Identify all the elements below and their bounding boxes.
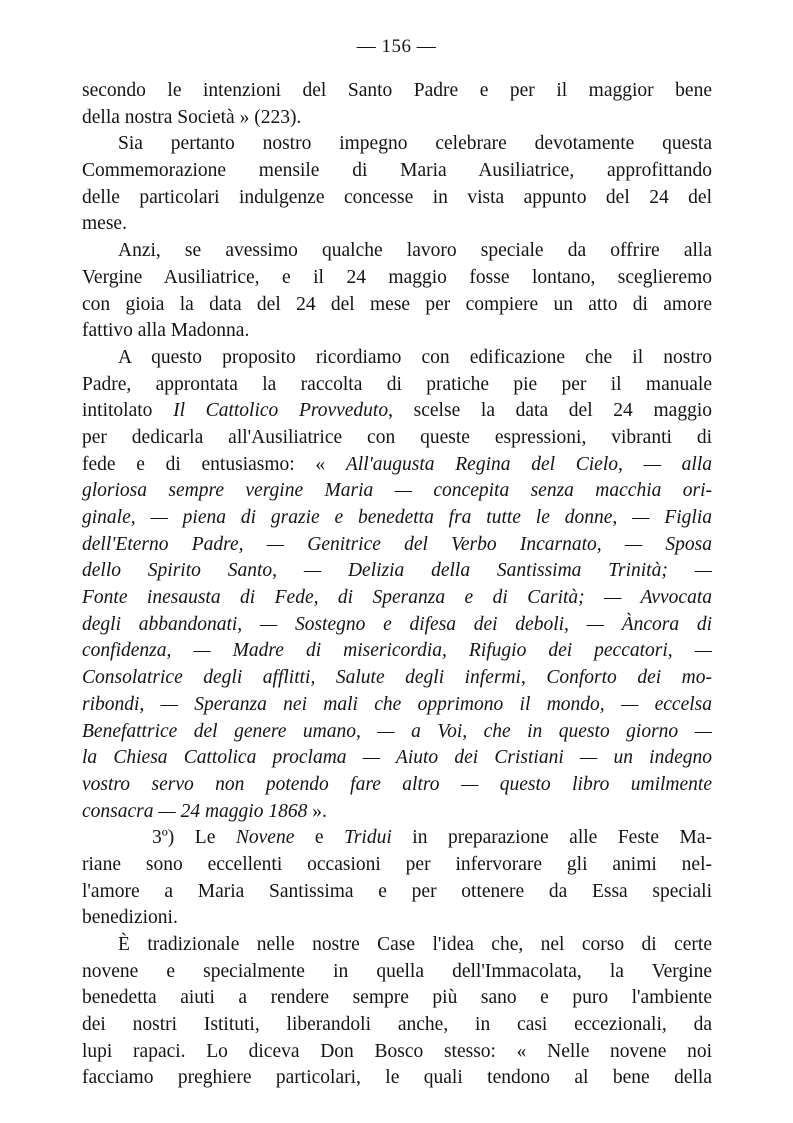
emphasis-tridui: Tridui xyxy=(344,827,392,849)
text-span: intitolato xyxy=(82,400,174,422)
dedication-text: consacra — 24 maggio 1868 xyxy=(82,800,308,822)
text-line: facciamo preghiere particolari, le quali tendono al bene della xyxy=(82,1067,712,1089)
text-line: Commemorazione mensile di Maria Ausiliatrice, approfittando xyxy=(82,160,712,182)
text-line: l'amore a Maria Santissima e per ottenere da Essa speciali xyxy=(82,880,712,902)
dedication-line: degli abbandonati, — Sostegno e difesa dei deboli, — Àncora di xyxy=(82,613,712,635)
dedication-line: Benefattrice del genere umano, — a Voi, che in questo giorno — xyxy=(82,720,712,742)
dedication-line: la Chiesa Cattolica proclama — Aiuto dei Cristiani — un indegno xyxy=(82,747,712,769)
dedication-line: Fonte inesausta di Fede, di Speranza e di Carità; — Avvocata xyxy=(82,587,712,609)
dedication-line: ribondi, — Speranza nei mali che opprimono il mondo, — eccelsa xyxy=(82,693,712,715)
text-line: della nostra Società » (223). xyxy=(82,106,302,128)
text-line: benedetta aiuti a rendere sempre più sano e puro l'ambiente xyxy=(82,987,712,1009)
text-line: per dedicarla all'Ausiliatrice con queste espressioni, vibranti di xyxy=(82,426,712,448)
text-line: benedizioni. xyxy=(82,907,178,929)
dedication-line: gloriosa sempre vergine Maria — concepita senza macchia ori- xyxy=(82,480,712,502)
text-line: con gioia la data del 24 del mese per compiere un atto di amore xyxy=(82,293,712,315)
dedication-line: ginale, — piena di grazie e benedetta fra tutte le donne, — Figlia xyxy=(82,507,712,528)
text-line: A questo proposito ricordiamo con edificazione che il nostro xyxy=(118,346,712,368)
text-line xyxy=(82,825,712,852)
text-line xyxy=(82,452,712,479)
text-line: Anzi, se avessimo qualche lavoro speciale da offrire alla xyxy=(118,240,712,262)
text-line: È tradizionale nelle nostre Case l'idea che, nel corso di certe xyxy=(118,934,712,955)
text-line: Sia pertanto nostro impegno celebrare devotamente questa xyxy=(118,133,712,155)
text-span: 3º) Le xyxy=(152,827,236,849)
dedication-text: All'augusta Regina del Cielo, — alla xyxy=(345,453,712,475)
text-line xyxy=(82,799,712,826)
text-span: , scelse la data del 24 maggio xyxy=(388,400,712,422)
book-title: Il Cattolico Provveduto xyxy=(173,400,389,422)
text-span: in preparazione alle Feste Ma- xyxy=(391,827,712,849)
text-line: Vergine Ausiliatrice, e il 24 maggio fosse lontano, sceglieremo xyxy=(82,266,712,288)
text-line: Padre, approntata la raccolta di pratiche pie per il manuale xyxy=(82,373,712,395)
emphasis-novene: Novene xyxy=(235,827,295,849)
text-line: novene e specialmente in quella dell'Immacolata, la Vergine xyxy=(82,960,712,982)
text-line: mese. xyxy=(82,213,127,235)
text-line xyxy=(82,398,712,425)
text-line: secondo le intenzioni del Santo Padre e per il maggior bene xyxy=(82,80,712,101)
text-line: lupi rapaci. Lo diceva Don Bosco stesso: « Nelle novene noi xyxy=(82,1040,712,1062)
page-text xyxy=(82,78,712,1092)
dedication-line: confidenza, — Madre di misericordia, Rifugio dei peccatori, — xyxy=(82,640,712,662)
text-span: ». xyxy=(307,800,327,822)
dedication-line: dello Spirito Santo, — Delizia della Santissima Trinità; — xyxy=(82,560,712,582)
text-span: fede e di entusiasmo: « xyxy=(82,453,346,475)
text-line: delle particolari indulgenze concesse in vista appunto del 24 del xyxy=(82,186,712,208)
text-line: riane sono eccellenti occasioni per infervorare gli animi nel- xyxy=(82,853,712,875)
text-line: fattivo alla Madonna. xyxy=(82,320,250,342)
page-number: — 156 — xyxy=(356,36,437,57)
dedication-line: vostro servo non potendo fare altro — questo libro umilmente xyxy=(82,773,712,795)
dedication-line: dell'Eterno Padre, — Genitrice del Verbo Incarnato, — Sposa xyxy=(82,533,712,555)
dedication-line: Consolatrice degli afflitti, Salute degli infermi, Conforto dei mo- xyxy=(82,667,712,689)
text-line: dei nostri Istituti, liberandoli anche, in casi eccezionali, da xyxy=(82,1014,712,1036)
text-span: e xyxy=(294,827,345,849)
